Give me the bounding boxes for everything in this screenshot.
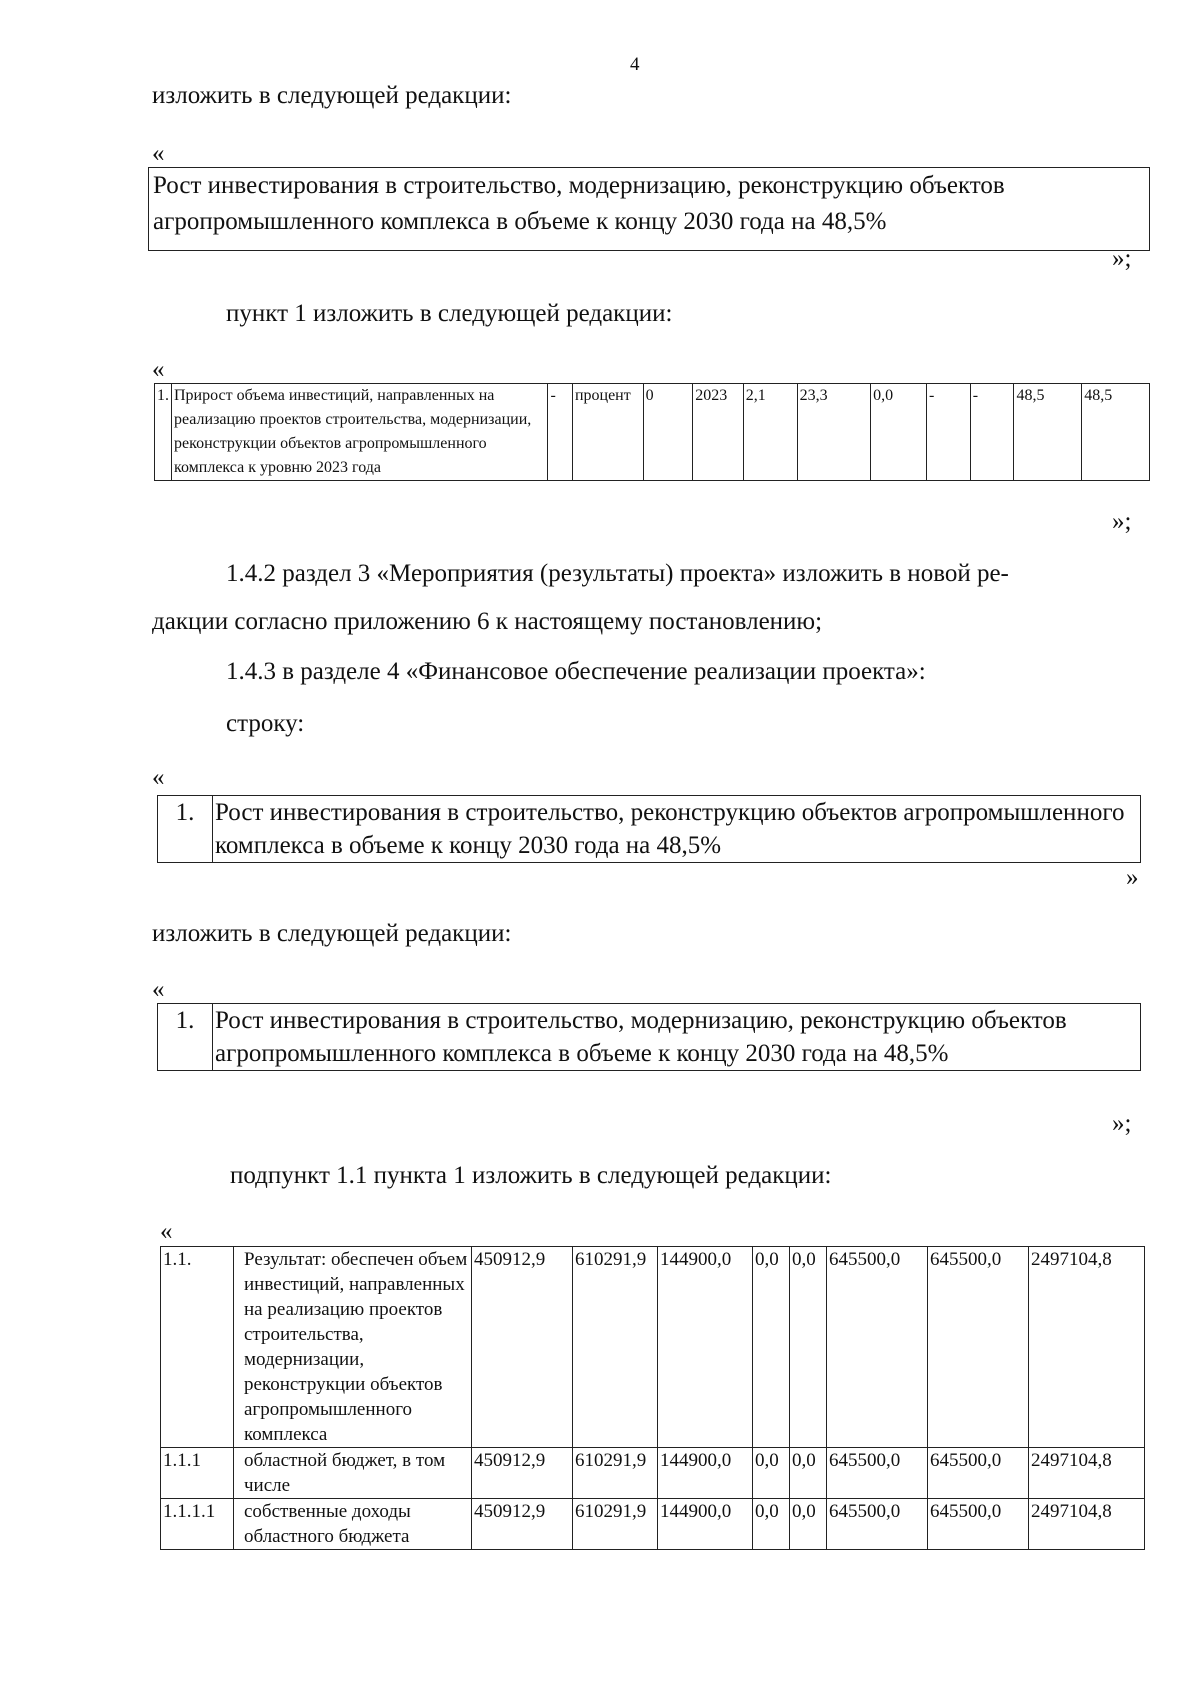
table-cell: 450912,9 xyxy=(472,1247,573,1448)
table-cell: Прирост объема инвестиций, направленных на реализацию проектов строительства, модернизации, реконструкции объектов агропромышленного комплекса к уровню 2023 года xyxy=(172,384,548,481)
table-cell: 0,0 xyxy=(790,1499,827,1550)
instruction-line: изложить в следующей редакции: xyxy=(152,920,512,947)
table-cell: Результат: обеспечен объем инвестиций, направленных на реализацию проектов строительства, модернизации, реконструкции объектов агропромышленного комплекса xyxy=(234,1247,472,1448)
table-cell: 2023 xyxy=(693,384,744,481)
table-cell: 450912,9 xyxy=(472,1499,573,1550)
table-cell: 610291,9 xyxy=(573,1247,658,1448)
table-row xyxy=(161,1247,1145,1448)
table-row xyxy=(161,1499,1145,1550)
instruction-line: подпункт 1.1 пункта 1 изложить в следующей редакции: xyxy=(230,1162,832,1189)
close-quote: »; xyxy=(1112,245,1132,272)
table-cell: Рост инвестирования в строительство, модернизацию, реконструкцию объектов агропромышленного комплекса в объеме к концу 2030 года на 48,5% xyxy=(213,1004,1141,1071)
table-cell: собственные доходы областного бюджета xyxy=(234,1499,472,1550)
table-cell: 1. xyxy=(158,796,213,863)
close-quote: »; xyxy=(1112,1110,1132,1137)
table-cell: 1.1. xyxy=(161,1247,234,1448)
table-cell: 645500,0 xyxy=(827,1499,928,1550)
table-cell: 2497104,8 xyxy=(1029,1499,1145,1550)
table-cell: 0,0 xyxy=(753,1499,790,1550)
close-quote: » xyxy=(1126,864,1139,891)
table-row xyxy=(158,796,1141,863)
table-cell: 1. xyxy=(158,1004,213,1071)
open-quote: « xyxy=(152,976,165,1003)
instruction-line: изложить в следующей редакции: xyxy=(152,82,512,109)
paragraph: 1.4.2 раздел 3 «Мероприятия (результаты) проекта» изложить в новой ре- xyxy=(226,560,1009,587)
table-cell: областной бюджет, в том числе xyxy=(234,1448,472,1499)
table-cell: 23,3 xyxy=(797,384,871,481)
finance-row-old xyxy=(157,795,1141,863)
open-quote: « xyxy=(152,140,165,167)
table-cell: - xyxy=(970,384,1014,481)
paragraph: 1.4.3 в разделе 4 «Финансовое обеспечение реализации проекта»: xyxy=(226,658,926,685)
finance-row-new xyxy=(157,1003,1141,1071)
table-cell: 48,5 xyxy=(1014,384,1082,481)
instruction-line: пункт 1 изложить в следующей редакции: xyxy=(226,300,673,327)
table-cell: 2497104,8 xyxy=(1029,1448,1145,1499)
table-cell: - xyxy=(548,384,572,481)
table-cell: 645500,0 xyxy=(827,1247,928,1448)
open-quote: « xyxy=(152,764,165,791)
page-number: 4 xyxy=(630,54,640,75)
table-row xyxy=(158,1004,1141,1071)
table-row xyxy=(161,1448,1145,1499)
table-cell: 144900,0 xyxy=(658,1448,753,1499)
table-cell: 645500,0 xyxy=(928,1499,1029,1550)
table-cell: 144900,0 xyxy=(658,1247,753,1448)
table-cell: 450912,9 xyxy=(472,1448,573,1499)
open-quote: « xyxy=(152,356,165,383)
table-cell: 1.1.1 xyxy=(161,1448,234,1499)
table-cell: 144900,0 xyxy=(658,1499,753,1550)
table-cell: 610291,9 xyxy=(573,1499,658,1550)
table-cell: Рост инвестирования в строительство, реконструкцию объектов агропромышленного комплекса в объеме к концу 2030 года на 48,5% xyxy=(213,796,1141,863)
table-cell: 610291,9 xyxy=(573,1448,658,1499)
table-cell: 1.1.1.1 xyxy=(161,1499,234,1550)
table-cell: процент xyxy=(572,384,643,481)
table-cell: 0,0 xyxy=(790,1247,827,1448)
indicator-table xyxy=(154,383,1150,481)
table-cell: 645500,0 xyxy=(827,1448,928,1499)
table-cell: 1. xyxy=(155,384,172,481)
table-cell: 2497104,8 xyxy=(1029,1247,1145,1448)
table-cell: 645500,0 xyxy=(928,1448,1029,1499)
table-cell: 0,0 xyxy=(753,1448,790,1499)
table-cell: 0,0 xyxy=(790,1448,827,1499)
table-cell: 0 xyxy=(643,384,693,481)
table-cell: 0,0 xyxy=(871,384,927,481)
table-cell: 645500,0 xyxy=(928,1247,1029,1448)
table-row xyxy=(155,384,1150,481)
table-cell: 0,0 xyxy=(753,1247,790,1448)
table-cell: - xyxy=(926,384,970,481)
paragraph: строку: xyxy=(226,710,305,737)
goal-text: Рост инвестирования в строительство, модернизацию, реконструкцию объектов агропромышленного комплекса в объеме к концу 2030 года на 48,5% xyxy=(153,172,1005,235)
table-cell: 2,1 xyxy=(743,384,797,481)
open-quote: « xyxy=(160,1218,173,1245)
paragraph: дакции согласно приложению 6 к настоящему постановлению; xyxy=(152,608,823,635)
table-cell: 48,5 xyxy=(1082,384,1150,481)
finance-results-table xyxy=(160,1246,1145,1550)
goal-text-box xyxy=(148,167,1150,251)
close-quote: »; xyxy=(1112,508,1132,535)
